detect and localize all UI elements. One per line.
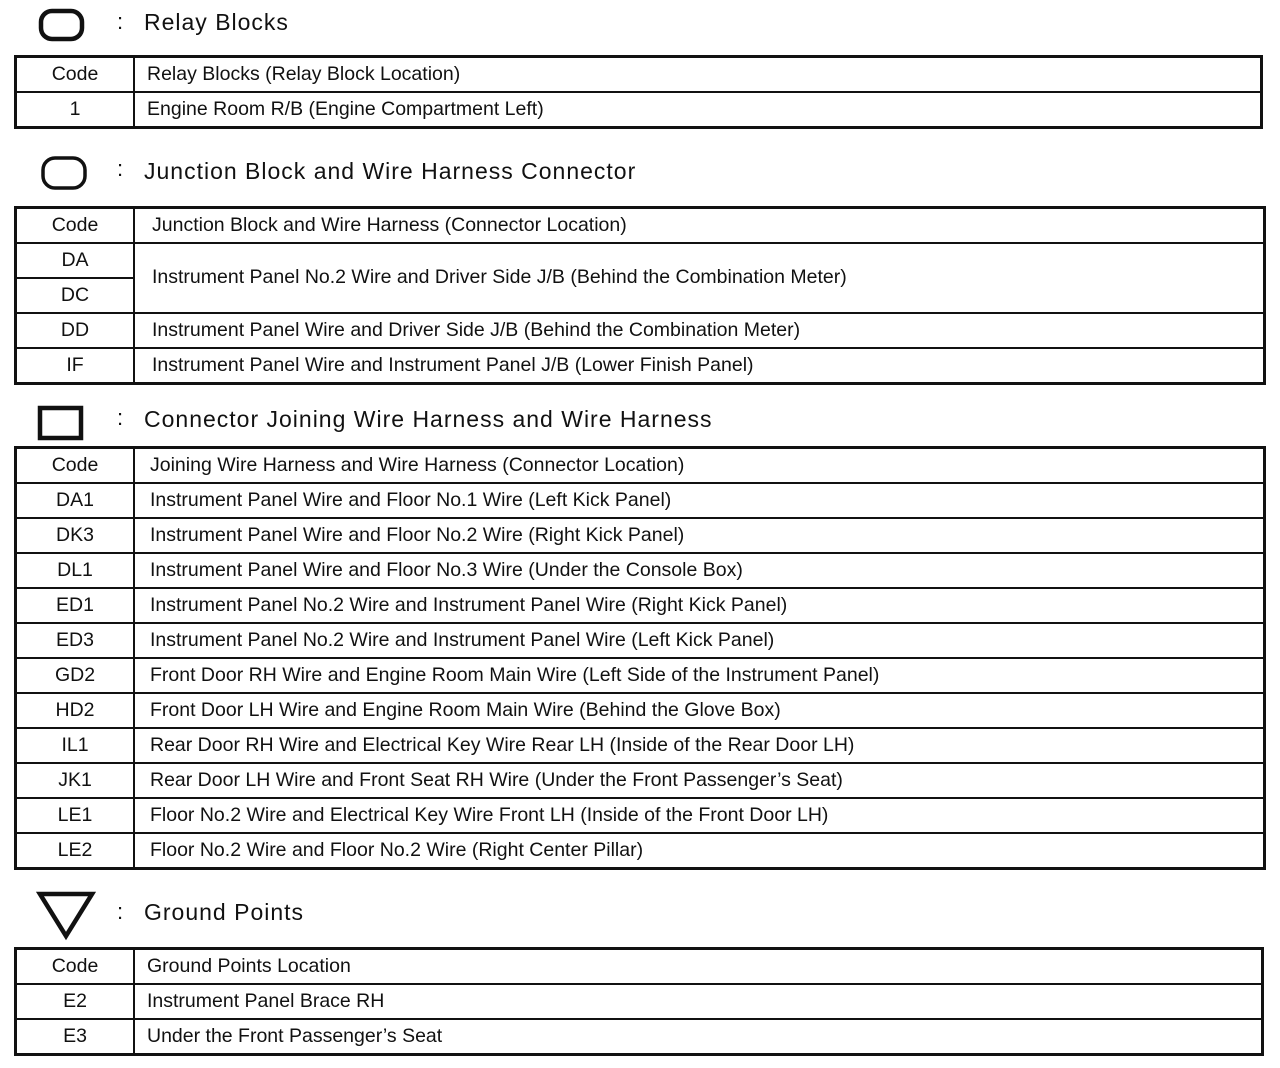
code-cell: LE1 xyxy=(16,798,135,833)
code-cell: IF xyxy=(16,348,135,384)
table-row xyxy=(16,1019,1263,1055)
section-title: Junction Block and Wire Harness Connector xyxy=(144,158,637,184)
location-cell: Front Door LH Wire and Engine Room Main Wire (Behind the Glove Box) xyxy=(134,693,1265,728)
code-header: Code xyxy=(16,949,135,985)
location-cell: Rear Door RH Wire and Electrical Key Wire Rear LH (Inside of the Rear Door LH) xyxy=(134,728,1265,763)
table-row xyxy=(16,693,1265,728)
code-cell: DA1 xyxy=(16,483,135,518)
location-cell: Engine Room R/B (Engine Compartment Left) xyxy=(134,92,1262,128)
heading-colon: : xyxy=(117,9,124,34)
ground-points-table xyxy=(14,947,1264,1056)
section-heading xyxy=(0,0,1280,40)
location-header: Junction Block and Wire Harness (Connector Location) xyxy=(134,208,1265,244)
location-cell: Instrument Panel Wire and Floor No.1 Wire (Left Kick Panel) xyxy=(134,483,1265,518)
table-row xyxy=(16,984,1263,1019)
code-cell: IL1 xyxy=(16,728,135,763)
location-cell: Instrument Panel Wire and Floor No.3 Wire (Under the Console Box) xyxy=(134,553,1265,588)
table-row xyxy=(16,623,1265,658)
connector-joining-table xyxy=(14,446,1266,870)
table-header-row xyxy=(16,949,1263,985)
heading-colon: : xyxy=(117,405,124,430)
code-cell: HD2 xyxy=(16,693,135,728)
code-cell: DD xyxy=(16,313,135,348)
code-cell: 1 xyxy=(16,92,135,128)
table-header-row xyxy=(16,448,1265,484)
location-cell: Instrument Panel Wire and Instrument Panel J/B (Lower Finish Panel) xyxy=(134,348,1265,384)
code-cell: DC xyxy=(16,278,135,313)
code-cell: ED3 xyxy=(16,623,135,658)
table-row xyxy=(16,658,1265,693)
table-row xyxy=(16,728,1265,763)
code-cell: ED1 xyxy=(16,588,135,623)
table-header-row xyxy=(16,57,1262,93)
code-header: Code xyxy=(16,208,135,244)
section-title: Ground Points xyxy=(144,899,305,925)
location-cell: Instrument Panel Brace RH xyxy=(134,984,1263,1019)
junction-block-table xyxy=(14,206,1266,385)
code-header: Code xyxy=(16,57,135,93)
location-cell: Front Door RH Wire and Engine Room Main Wire (Left Side of the Instrument Panel) xyxy=(134,658,1265,693)
section-heading xyxy=(0,150,1280,190)
code-cell: E3 xyxy=(16,1019,135,1055)
location-header: Joining Wire Harness and Wire Harness (Connector Location) xyxy=(134,448,1265,484)
location-cell: Under the Front Passenger’s Seat xyxy=(134,1019,1263,1055)
heading-colon: : xyxy=(117,899,124,924)
section-heading xyxy=(0,890,1280,930)
location-cell: Instrument Panel Wire and Floor No.2 Wire (Right Kick Panel) xyxy=(134,518,1265,553)
location-cell: Floor No.2 Wire and Floor No.2 Wire (Right Center Pillar) xyxy=(134,833,1265,869)
table-row xyxy=(16,92,1262,128)
section-title: Relay Blocks xyxy=(144,9,289,35)
relay-block-symbol-icon xyxy=(38,8,86,42)
relay-blocks-table xyxy=(14,55,1263,129)
table-row xyxy=(16,553,1265,588)
location-cell: Instrument Panel Wire and Driver Side J/B (Behind the Combination Meter) xyxy=(134,313,1265,348)
code-cell: JK1 xyxy=(16,763,135,798)
table-row xyxy=(16,348,1265,384)
table-row xyxy=(16,313,1265,348)
table-row xyxy=(16,798,1265,833)
section-title: Connector Joining Wire Harness and Wire Harness xyxy=(144,406,713,432)
ground-triangle-symbol-icon xyxy=(36,890,96,942)
table-header-row xyxy=(16,208,1265,244)
location-header: Ground Points Location xyxy=(134,949,1263,985)
code-header: Code xyxy=(16,448,135,484)
location-cell: Instrument Panel No.2 Wire and Instrument Panel Wire (Right Kick Panel) xyxy=(134,588,1265,623)
junction-block-symbol-icon xyxy=(40,155,88,191)
table-row xyxy=(16,588,1265,623)
code-cell: DL1 xyxy=(16,553,135,588)
code-cell: LE2 xyxy=(16,833,135,869)
table-row xyxy=(16,483,1265,518)
code-cell: GD2 xyxy=(16,658,135,693)
heading-colon: : xyxy=(117,156,124,181)
code-cell: DA xyxy=(16,243,135,278)
location-cell: Rear Door LH Wire and Front Seat RH Wire (Under the Front Passenger’s Seat) xyxy=(134,763,1265,798)
code-cell: DK3 xyxy=(16,518,135,553)
location-header: Relay Blocks (Relay Block Location) xyxy=(134,57,1262,93)
connector-square-symbol-icon xyxy=(37,405,85,441)
table-row xyxy=(16,518,1265,553)
table-row xyxy=(16,243,1265,278)
location-cell: Instrument Panel No.2 Wire and Driver Side J/B (Behind the Combination Meter) xyxy=(134,243,1265,313)
location-cell: Floor No.2 Wire and Electrical Key Wire Front LH (Inside of the Front Door LH) xyxy=(134,798,1265,833)
code-cell: E2 xyxy=(16,984,135,1019)
location-cell: Instrument Panel No.2 Wire and Instrument Panel Wire (Left Kick Panel) xyxy=(134,623,1265,658)
section-heading xyxy=(0,400,1280,440)
table-row xyxy=(16,833,1265,869)
table-row xyxy=(16,763,1265,798)
